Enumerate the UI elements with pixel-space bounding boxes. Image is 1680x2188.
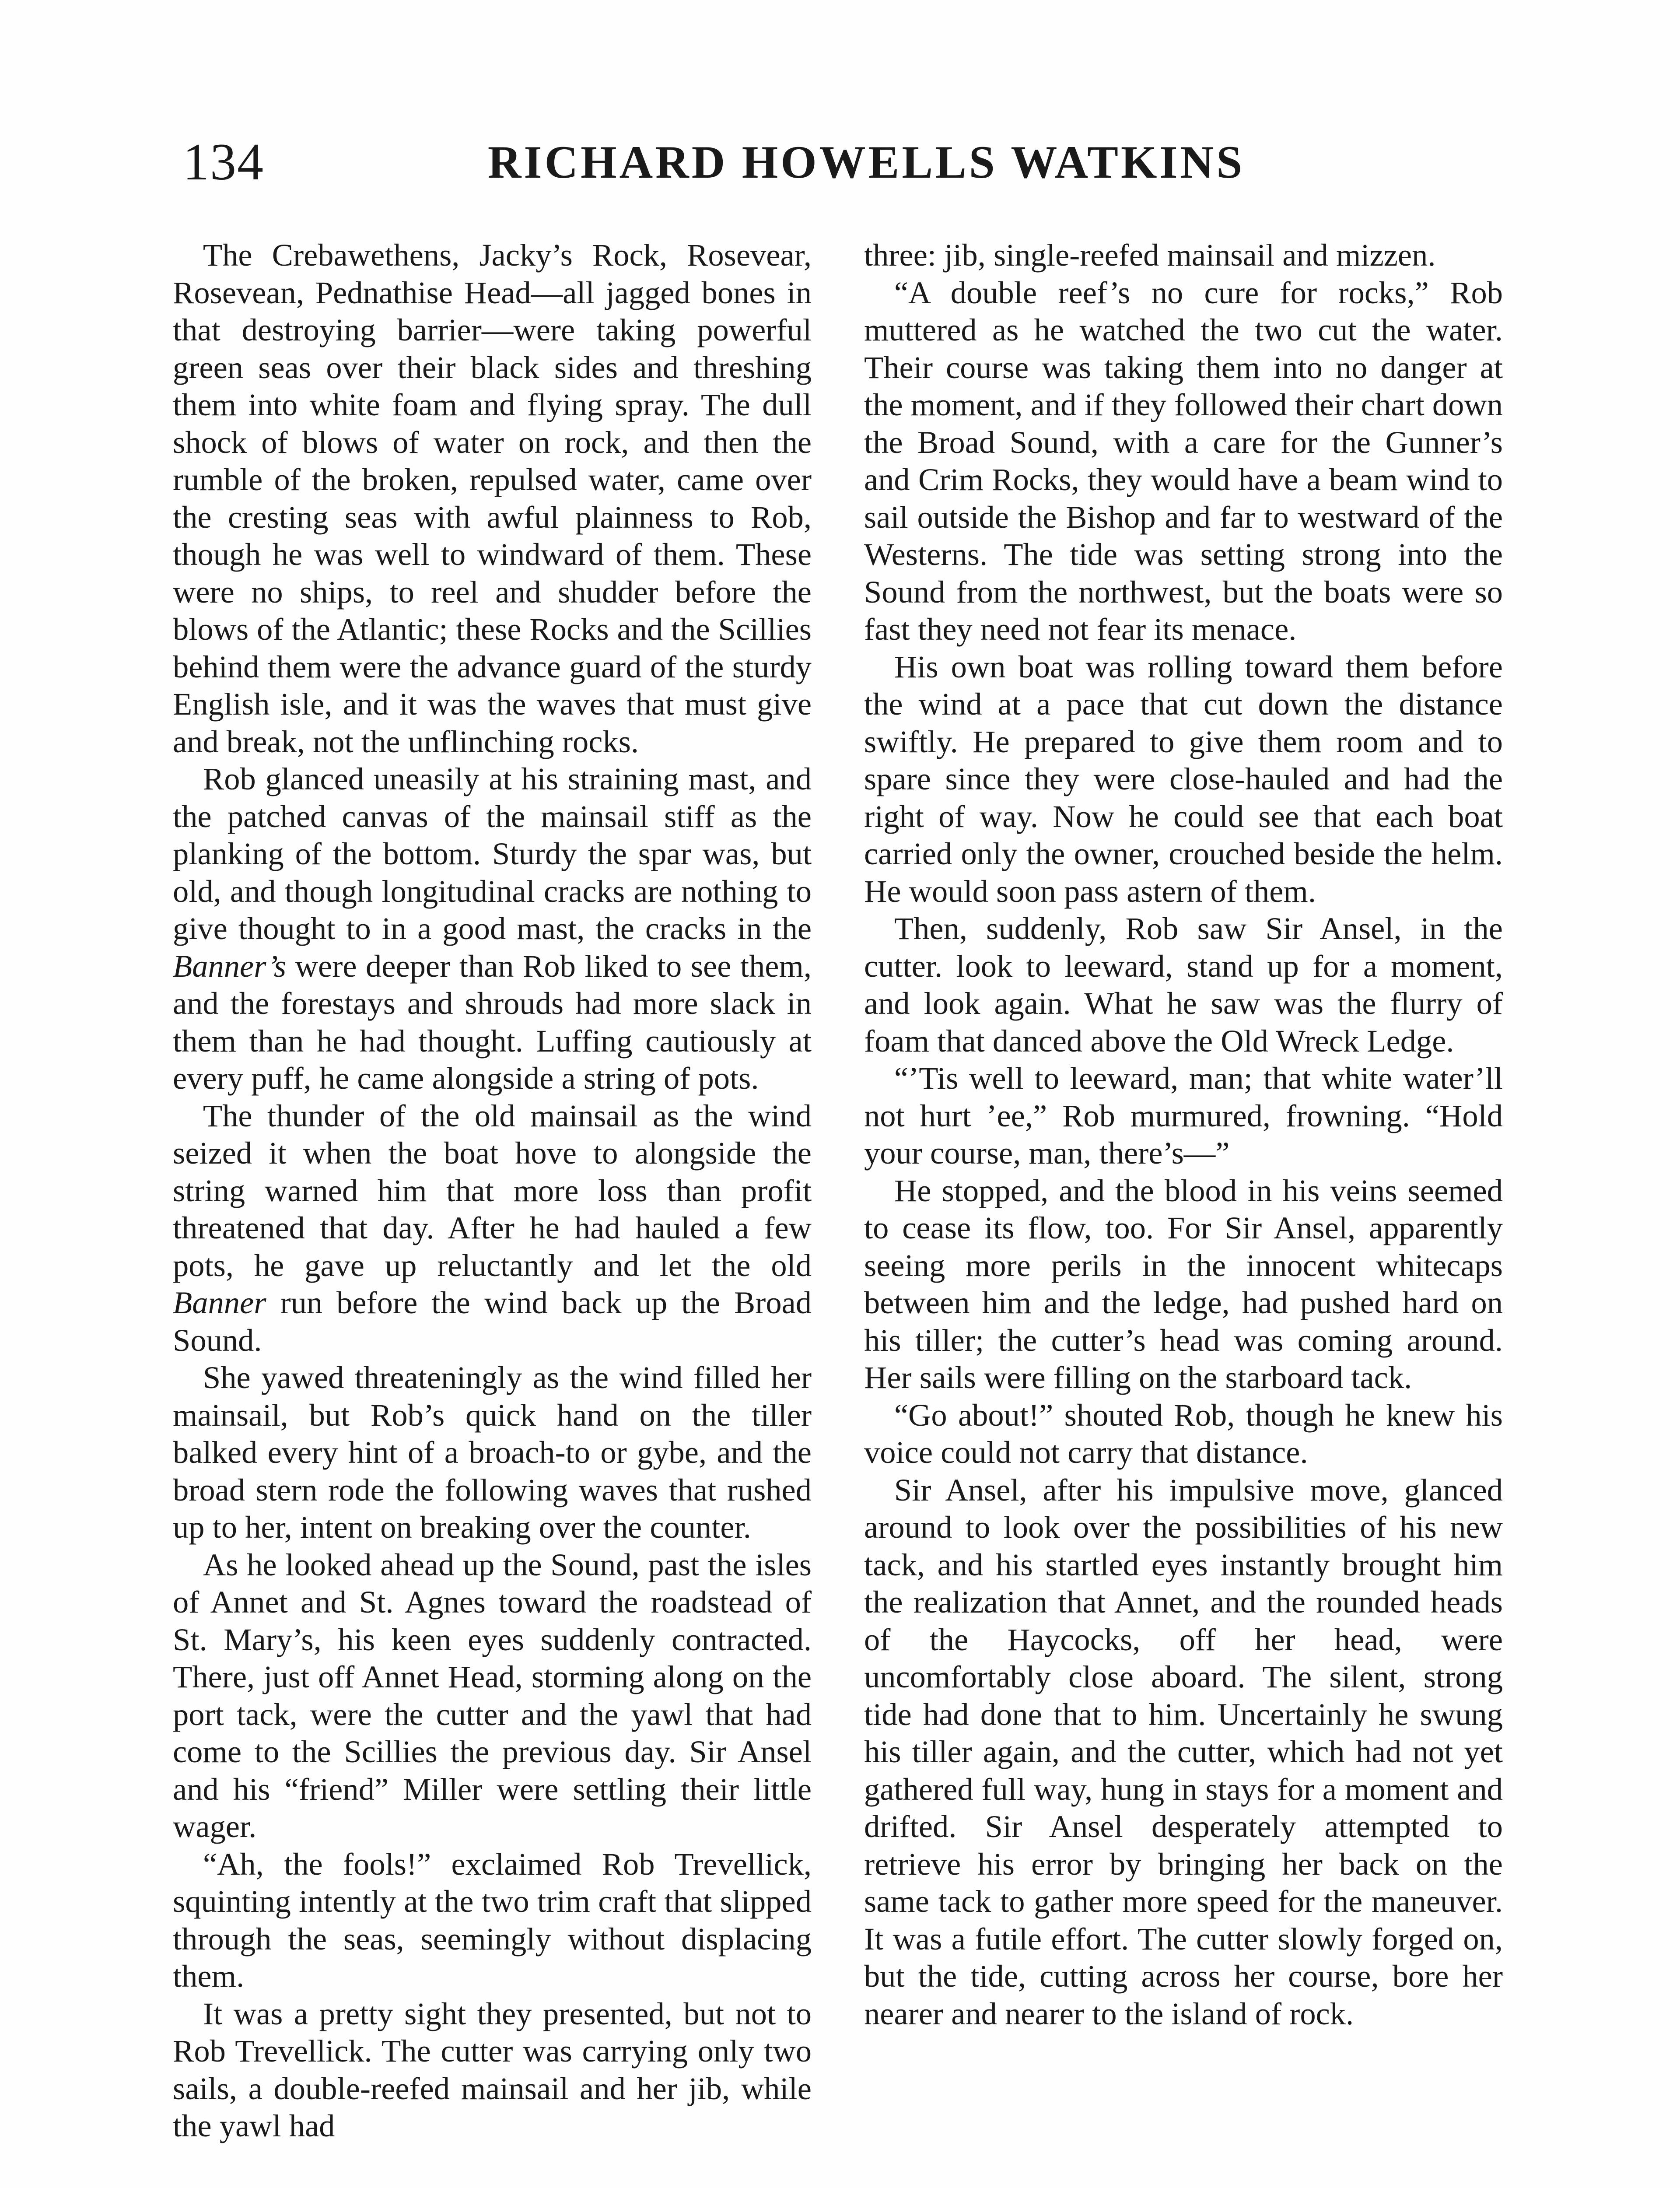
paragraph: “’Tis well to leeward, man; that white water’ll not hurt ’ee,” Rob murmured, frowning. “Hold your course, man, there’s—” xyxy=(864,1060,1503,1171)
boat-name: Banner’s xyxy=(173,948,287,984)
paragraph: It was a pretty sight they presented, but not to Rob Trevellick. The cutter was carrying only two sails, a double-reefed mainsail and her jib, while the yawl had xyxy=(173,1995,812,2143)
paragraph-text: The thunder of the old mainsail as the wind seized it when the boat hove to alongside the string warned him that more loss than profit threatened that day. After he had hauled a few pots, he gave up reluctantly and let the old xyxy=(173,1098,812,1283)
paragraph: “Ah, the fools!” exclaimed Rob Trevellick, squinting intently at the two trim craft that slipped through the seas, seemingly without displacing them. xyxy=(173,1846,812,1994)
paragraph: He stopped, and the blood in his veins seemed to cease its flow, too. For Sir Ansel, apparently seeing more perils in the innocent whitecaps between him and the ledge, had pushed hard on his tiller; the cutter’s head was coming around. Her sails were filling on the starboard tack. xyxy=(864,1172,1503,1395)
paragraph-text: run before the wind back up the Broad Sound. xyxy=(173,1285,812,1358)
paragraph: “A double reef’s no cure for rocks,” Rob muttered as he watched the two cut the water. Their course was taking them into no danger at the moment, and if they followed their chart down the Broad Sound, with a care for the Gunner’s and Crim Rocks, they would have a beam wind to sail outside the Bishop and far to westward of the Westerns. The tide was setting strong into the Sound from the northwest, but the boats were so fast they need not fear its menace. xyxy=(864,274,1503,647)
boat-name: Banner xyxy=(173,1285,266,1320)
paragraph-text: Rob glanced uneasily at his straining mast, and the patched canvas of the mainsail stiff as the planking of the bottom. Sturdy the spar was, but old, and though longitudinal cracks are nothing to give thought to in a good mast, the cracks in the xyxy=(173,761,812,946)
paragraph: Sir Ansel, after his impulsive move, glanced around to look over the possibilities of his new tack, and his startled eyes instantly brought him the realization that Annet, and the rounded heads of the Haycocks, off her head, were uncomfortably close aboard. The silent, strong tide had done that to him. Uncertainly he swung his tiller again, and the cutter, which had not yet gathered full way, hung in stays for a moment and drifted. Sir Ansel desperately attempted to retrieve his error by bringing her back on the same tack to gather more speed for the maneuver. It was a futile effort. The cutter slowly forged on, but the tide, cutting across her course, bore her nearer and nearer to the island of rock. xyxy=(864,1472,1503,2031)
paragraph: The Crebawethens, Jacky’s Rock, Rosevear, Rosevean, Pednathise Head—all jagged bones in that destroying barrier—were taking powerful green seas over their black sides and threshing them into white foam and flying spray. The dull shock of blows of water on rock, and then the rumble of the broken, repulsed water, came over the cresting seas with awful plainness to Rob, though he was well to windward of them. These were no ships, to reel and shudder before the blows of the Atlantic; these Rocks and the Scillies behind them were the advance guard of the sturdy English isle, and it was the waves that must give and break, not the unflinching rocks. xyxy=(173,237,812,759)
running-title: RICHARD HOWELLS WATKINS xyxy=(487,137,1245,188)
paragraph: As he looked ahead up the Sound, past the isles of Annet and St. Agnes toward the roadstead of St. Mary’s, his keen eyes suddenly contracted. There, just off Annet Head, storming along on the port tack, were the cutter and the yawl that had come to the Scillies the previous day. Sir Ansel and his “friend” Miller were settling their little wager. xyxy=(173,1546,812,1844)
paragraph xyxy=(173,760,812,1097)
page-number: 134 xyxy=(183,133,264,191)
paragraph-text: were deeper than Rob liked to see them, and the forestays and shrouds had more slack in them than he had thought. Luffing cautiously at every puff, he came alongside a string of pots. xyxy=(173,948,812,1096)
paragraph xyxy=(173,1097,812,1359)
paragraph: His own boat was rolling toward them before the wind at a pace that cut down the distance swiftly. He prepared to give them room and to spare since they were close-hauled and had the right of way. Now he could see that each boat carried only the owner, crouched beside the helm. He would soon pass astern of them. xyxy=(864,649,1503,909)
paragraph: “Go about!” shouted Rob, though he knew his voice could not carry that distance. xyxy=(864,1397,1503,1470)
paragraph: She yawed threateningly as the wind filled her mainsail, but Rob’s quick hand on the tiller balked every hint of a broach-to or gybe, and the broad stern rode the following waves that rushed up to her, intent on breaking over the counter. xyxy=(173,1360,812,1545)
paragraph-continued: three: jib, single-reefed mainsail and mizzen. xyxy=(864,237,1436,273)
left-column xyxy=(173,236,812,2145)
right-column xyxy=(864,236,1503,2032)
paragraph: Then, suddenly, Rob saw Sir Ansel, in the cutter. look to leeward, stand up for a moment, and look again. What he saw was the flurry of foam that danced above the Old Wreck Ledge. xyxy=(864,911,1503,1059)
